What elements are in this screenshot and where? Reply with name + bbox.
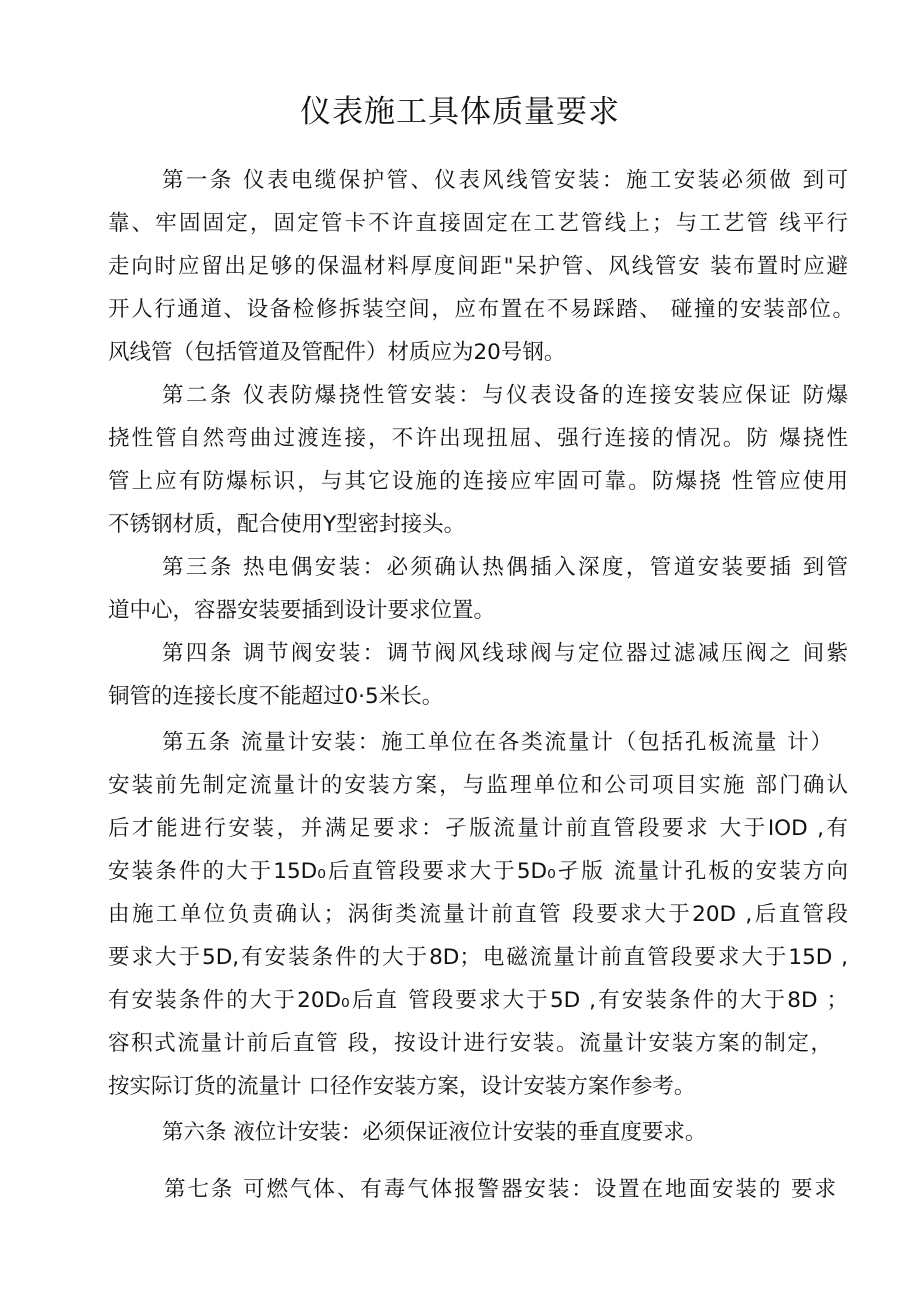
paragraph-line: 按实际订货的流量计 口径作安装方案，设计安装方案作参考。 xyxy=(108,1074,696,1099)
paragraph-line: 第六条 液位计安装：必须保证液位计安装的垂直度要求。 xyxy=(162,1120,707,1145)
paragraph-line: 有安装条件的大于20D₀后直 管段要求大于5D ,有安装条件的大于8D ； xyxy=(108,988,848,1013)
paragraph-line: 由施工单位负责确认；涡街类流量计前直管 段要求大于20D ,后直管段 xyxy=(108,902,848,927)
paragraph-line: 安装条件的大于15D₀后直管段要求大于5D₀孑版 流量计孔板的安装方向 xyxy=(108,859,848,884)
document-title: 仪表施工具体质量要求 xyxy=(300,94,620,130)
paragraph-line: 走向时应留出足够的保温材料厚度间距"呆护管、风线管安 装布置时应避 xyxy=(108,254,848,279)
paragraph-line: 开人行通道、设备检修拆装空间，应布置在不易踩踏、 碰撞的安装部位。 xyxy=(108,297,854,322)
paragraph-line: 第二条 仪表防爆挠性管安装：与仪表设备的连接安装应保证 防爆 xyxy=(162,383,848,408)
paragraph-line: 管上应有防爆标识，与其它设施的连接应牢固可靠。防爆挠 性管应使用 xyxy=(108,469,848,494)
paragraph-line: 不锈钢材质，配合使用Y型密封接头。 xyxy=(108,512,466,537)
paragraph-line: 第三条 热电偶安装：必须确认热偶插入深度，管道安装要插 到管 xyxy=(162,555,848,580)
paragraph-line: 挠性管自然弯曲过渡连接，不许出现扭屈、强行连接的情况。防 爆挠性 xyxy=(108,426,848,451)
paragraph-line: 要求大于5D,有安装条件的大于8D；电磁流量计前直管段要求大于15D , xyxy=(108,945,848,970)
paragraph-line: 安装前先制定流量计的安装方案，与监理单位和公司项目实施 部门确认 xyxy=(108,773,848,798)
paragraph-line: 铜管的连接长度不能超过0·5米长。 xyxy=(108,684,444,709)
paragraph-line: 第七条 可燃气体、有毒气体报警器安装：设置在地面安装的 要求 xyxy=(164,1177,836,1202)
paragraph-line: 第四条 调节阀安装：调节阀风线球阀与定位器过滤减压阀之 间紫 xyxy=(162,641,848,666)
paragraph-line: 道中心，容器安装要插到设计要求位置。 xyxy=(108,598,496,623)
paragraph-line: 后才能进行安装，并满足要求：孑版流量计前直管段要求 大于IOD ,有 xyxy=(108,816,848,841)
paragraph-line: 第五条 流量计安装：施工单位在各类流量计（包括孔板流量 计） xyxy=(162,730,832,755)
paragraph-line: 容积式流量计前后直管 段，按设计进行安装。流量计安装方案的制定， xyxy=(108,1031,832,1056)
paragraph-line: 第一条 仪表电缆保护管、仪表风线管安装：施工安装必须做 到可 xyxy=(162,168,848,193)
paragraph-line: 靠、牢固固定，固定管卡不许直接固定在工艺管线上；与工艺管 线平行 xyxy=(108,211,848,236)
paragraph-line: 风线管（包括管道及管配件）材质应为20号钢。 xyxy=(108,340,566,365)
